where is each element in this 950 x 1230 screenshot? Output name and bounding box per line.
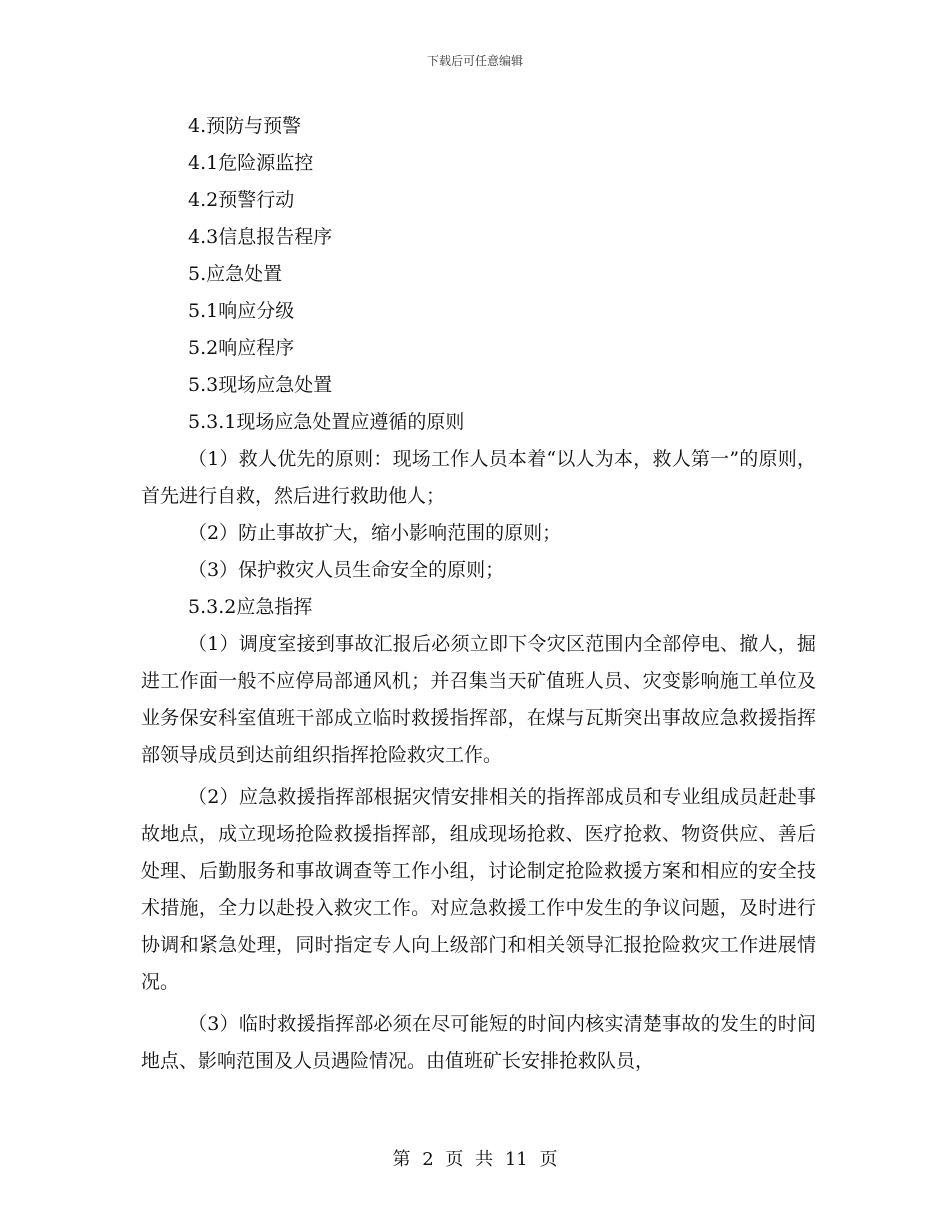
command-paragraph-2: （2）应急救援指挥部根据灾情安排相关的指挥部成员和专业组成员赶赴事故地点，成立现场抢险救援指挥部，组成现场抢救、医疗抢救、物资供应、善后处理、后勤服务和事故调查等工作小组，讨论制定抢险救援方案和相应的安全技术措施，全力以赴投入救灾工作。对应急救援工作中发生的争议问题，及时进行协调和紧急处理，同时指定专人向上级部门和相关领导汇报抢险救灾工作进展情况。: [141, 786, 816, 993]
heading-5: 5.应急处置: [188, 263, 283, 285]
page-number: 第 2 页 共 11 页: [392, 1149, 558, 1170]
heading-4: 4.预防与预警: [188, 115, 302, 137]
command-paragraph-1: （1）调度室接到事故汇报后必须立即下令灾区范围内全部停电、撤人，掘进工作面一般不应停局部通风机；并召集当天矿值班人员、灾变影响施工单位及业务保安科室值班干部成立临时救援指挥部，在煤与瓦斯突出事故应急救援指挥部领导成员到达前组织指挥抢险救灾工作。: [141, 633, 816, 766]
heading-5-3: 5.3现场应急处置: [188, 374, 333, 396]
heading-4-1: 4.1危险源监控: [188, 152, 314, 174]
heading-5-1: 5.1响应分级: [188, 300, 295, 322]
page-header: 下载后可任意编辑: [426, 54, 523, 68]
document-body: [141, 108, 816, 1080]
command-paragraph-3: （3）临时救援指挥部必须在尽可能短的时间内核实清楚事故的发生的时间地点、影响范围及人员遇险情况。由值班矿长安排抢救队员，: [141, 1013, 816, 1072]
principle-1: （1）救人优先的原则：现场工作人员本着“以人为本，救人第一”的原则，首先进行自救，然后进行救助他人；: [141, 448, 816, 507]
heading-5-3-1: 5.3.1现场应急处置应遵循的原则: [188, 411, 465, 433]
principle-2: （2）防止事故扩大，缩小影响范围的原则；: [188, 522, 562, 544]
heading-5-2: 5.2响应程序: [188, 337, 295, 359]
heading-4-3: 4.3信息报告程序: [188, 226, 333, 248]
principle-3: （3）保护救灾人员生命安全的原则；: [188, 559, 505, 581]
heading-5-3-2: 5.3.2应急指挥: [188, 596, 313, 618]
heading-4-2: 4.2预警行动: [188, 189, 295, 211]
